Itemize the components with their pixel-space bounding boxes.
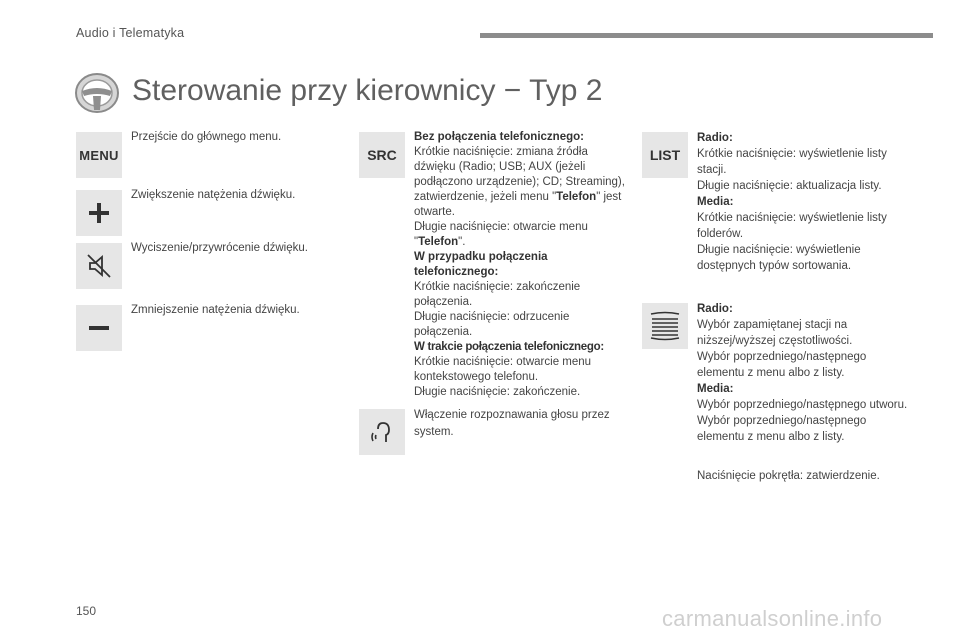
list-radio-long: Długie naciśnięcie: aktualizacja listy. [697, 180, 882, 192]
thumbwheel-icon [642, 303, 688, 349]
page-number: 150 [76, 604, 97, 618]
voice-recognition-icon [359, 409, 405, 455]
src-during-short-press: Krótkie naciśnięcie: otwarcie menu kontekstowego telefonu. [414, 356, 592, 383]
src-long-press: Długie naciśnięcie: otwarcie menu "Telefon". [414, 221, 588, 248]
wheel-media-track: Wybór poprzedniego/następnego utworu. [697, 399, 908, 411]
list-description [697, 130, 909, 274]
list-heading-media: Media: [697, 196, 734, 208]
wheel-heading-radio: Radio: [697, 303, 733, 315]
volume-down-description: Zmniejszenie natężenia dźwięku. [131, 304, 300, 316]
src-icon-label: SRC [367, 147, 397, 163]
wheel-media-menu: Wybór poprzedniego/następnego elementu z menu albo z listy. [697, 415, 867, 443]
wheel-press-description: Naciśnięcie pokrętła: zatwierdzenie. [697, 470, 880, 482]
watermark: carmanualsonline.info [662, 606, 883, 631]
steering-wheel-icon [74, 72, 120, 114]
list-media-short: Krótkie naciśnięcie: wyświetlenie listy folderów. [697, 212, 887, 240]
thumbwheel-description [697, 301, 909, 445]
mute-description: Wyciszenie/przywrócenie dźwięku. [131, 242, 308, 254]
menu-icon-label: MENU [79, 147, 119, 163]
src-description [414, 130, 626, 400]
section-header: Audio i Telematyka [76, 26, 185, 40]
wheel-heading-media: Media: [697, 383, 734, 395]
menu-button-icon [76, 132, 122, 178]
minus-icon [76, 305, 122, 351]
src-heading-during-call: W trakcie połączenia telefonicznego: [414, 341, 604, 353]
src-during-long-press: Długie naciśnięcie: zakończenie. [414, 386, 581, 398]
src-call-short-press: Krótkie naciśnięcie: zakończenie połączenia. [414, 281, 581, 308]
list-media-long: Długie naciśnięcie: wyświetlenie dostępnych typów sortowania. [697, 244, 861, 272]
plus-icon [76, 190, 122, 236]
list-heading-radio: Radio: [697, 132, 733, 144]
page-title: Sterowanie przy kierownicy − Typ 2 [132, 74, 603, 107]
header-bar [480, 33, 933, 38]
src-short-press: Krótkie naciśnięcie: zmiana źródła dźwięku (Radio; USB; AUX (jeżeli podłączono urządzenie); CD; Streaming), zatwierdzenie, jeżeli menu "Telefon" jest otwarte. [414, 146, 625, 218]
menu-description: Przejście do głównego menu. [131, 131, 282, 143]
src-button-icon [359, 132, 405, 178]
src-call-long-press: Długie naciśnięcie: odrzucenie połączenia. [414, 311, 570, 338]
list-icon-label: LIST [649, 147, 681, 163]
mute-icon [76, 243, 122, 289]
list-radio-short: Krótkie naciśnięcie: wyświetlenie listy stacji. [697, 148, 887, 176]
src-heading-no-call: Bez połączenia telefonicznego: [414, 131, 584, 143]
wheel-radio-text: Wybór zapamiętanej stacji na niższej/wyższej częstotliwości. [697, 319, 853, 347]
volume-up-description: Zwiększenie natężenia dźwięku. [131, 189, 296, 201]
src-heading-incoming-call: W przypadku połączenia telefonicznego: [414, 251, 548, 278]
voice-description: Włączenie rozpoznawania głosu przez system. [414, 409, 610, 438]
list-button-icon [642, 132, 688, 178]
wheel-radio-menu: Wybór poprzedniego/następnego elementu z menu albo z listy. [697, 351, 867, 379]
